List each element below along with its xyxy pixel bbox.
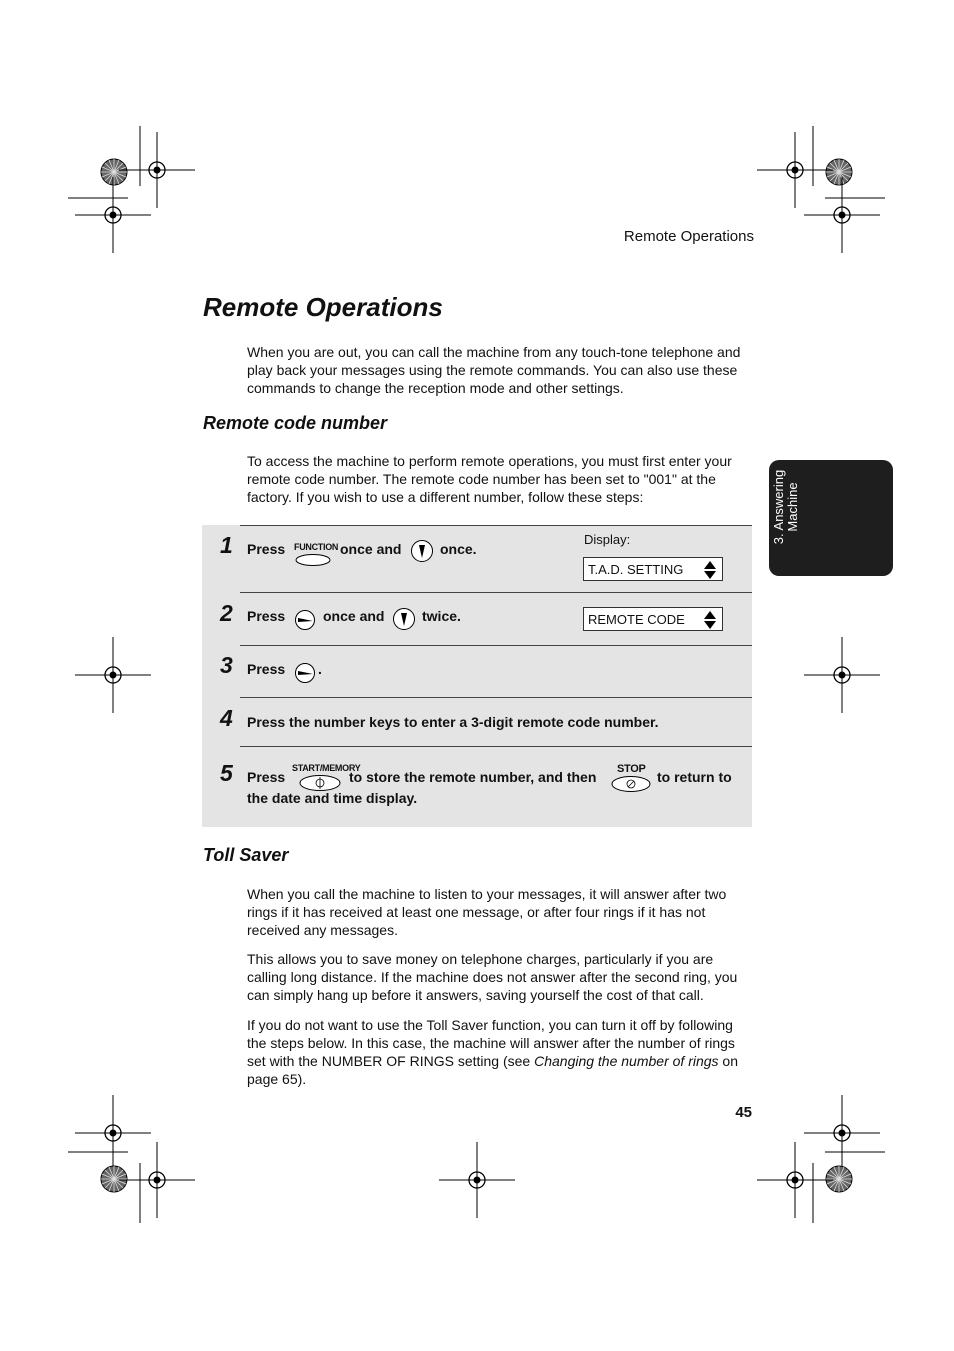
stop-button-label: STOP xyxy=(617,763,646,775)
lcd-text: T.A.D. SETTING xyxy=(588,562,684,577)
step-divider xyxy=(240,645,752,646)
step-text: Press the number keys to enter a 3-digit remote code number. xyxy=(247,714,659,730)
step-text: Press xyxy=(247,608,286,624)
function-button-label: FUNCTION xyxy=(294,542,339,552)
page-number: 45 xyxy=(735,1104,752,1121)
up-down-arrows-icon xyxy=(702,560,720,580)
down-arrow-key-icon xyxy=(410,539,434,563)
remote-code-paragraph: To access the machine to perform remote operations, you must first enter your remote code number. The remote code number has been set to "001" at the factory. If you wish to use a different number, follow these steps: xyxy=(247,453,732,505)
start-memory-button-label: START/MEMORY xyxy=(292,763,361,773)
step-number: 5 xyxy=(220,760,233,786)
cross-reference: Changing the number of rings xyxy=(534,1053,719,1069)
step-number: 1 xyxy=(220,532,233,558)
step-text: once and xyxy=(323,608,385,624)
step-number: 3 xyxy=(220,652,233,678)
step-text: once and xyxy=(340,541,402,557)
step-text: Press xyxy=(247,769,286,785)
step-divider xyxy=(240,746,752,747)
display-label: Display: xyxy=(584,532,631,547)
step-text: once. xyxy=(440,541,477,557)
step-text: the date and time display. xyxy=(247,790,418,806)
step-number: 2 xyxy=(220,600,233,626)
toll-saver-heading: Toll Saver xyxy=(203,845,289,865)
step-number: 4 xyxy=(220,705,233,731)
intro-paragraph: When you are out, you can call the machine from any touch-tone telephone and play back your messages using the remote commands. You can also use these commands to change the reception mode and other settings. xyxy=(247,344,741,396)
enter-key-icon xyxy=(294,608,318,630)
step-divider xyxy=(240,592,752,593)
down-arrow-key-icon xyxy=(392,607,416,631)
toll-saver-paragraph-3: If you do not want to use the Toll Saver function, you can turn it off by following the steps below. In this case, the machine will answer after the number of rings set with the NUMBER OF RINGS setting (see Changing the number of rings on page 65). xyxy=(247,1017,739,1087)
step-text: twice. xyxy=(422,608,461,624)
enter-key-icon xyxy=(294,661,318,683)
remote-code-heading: Remote code number xyxy=(203,413,388,433)
step-text: to store the remote number, and then xyxy=(349,769,597,785)
step-divider xyxy=(240,525,752,526)
chapter-tab-label: 3. Answering Machine xyxy=(771,469,800,545)
lcd-display xyxy=(583,607,723,631)
step-text: to return to xyxy=(657,769,732,785)
lcd-text: REMOTE CODE xyxy=(588,612,685,627)
step-text: . xyxy=(318,661,322,677)
page-title: Remote Operations xyxy=(203,292,443,322)
stop-button-icon xyxy=(610,775,652,793)
step-divider xyxy=(240,697,752,698)
running-head: Remote Operations xyxy=(623,228,754,245)
step-text: Press xyxy=(247,661,286,677)
toll-saver-paragraph-1: When you call the machine to listen to your messages, it will answer after two rings if it has received at least one message, or after four rings if it has not received any messages. xyxy=(247,886,727,938)
lcd-display xyxy=(583,557,723,581)
function-button-icon xyxy=(294,553,332,567)
toll-saver-paragraph-2: This allows you to save money on telephone charges, particularly if you are calling long distance. If the machine does not answer after the second ring, you can simply hang up before it answers, saving yourself the cost of that call. xyxy=(247,951,738,1003)
step-text: Press xyxy=(247,541,286,557)
up-down-arrows-icon xyxy=(702,610,720,630)
